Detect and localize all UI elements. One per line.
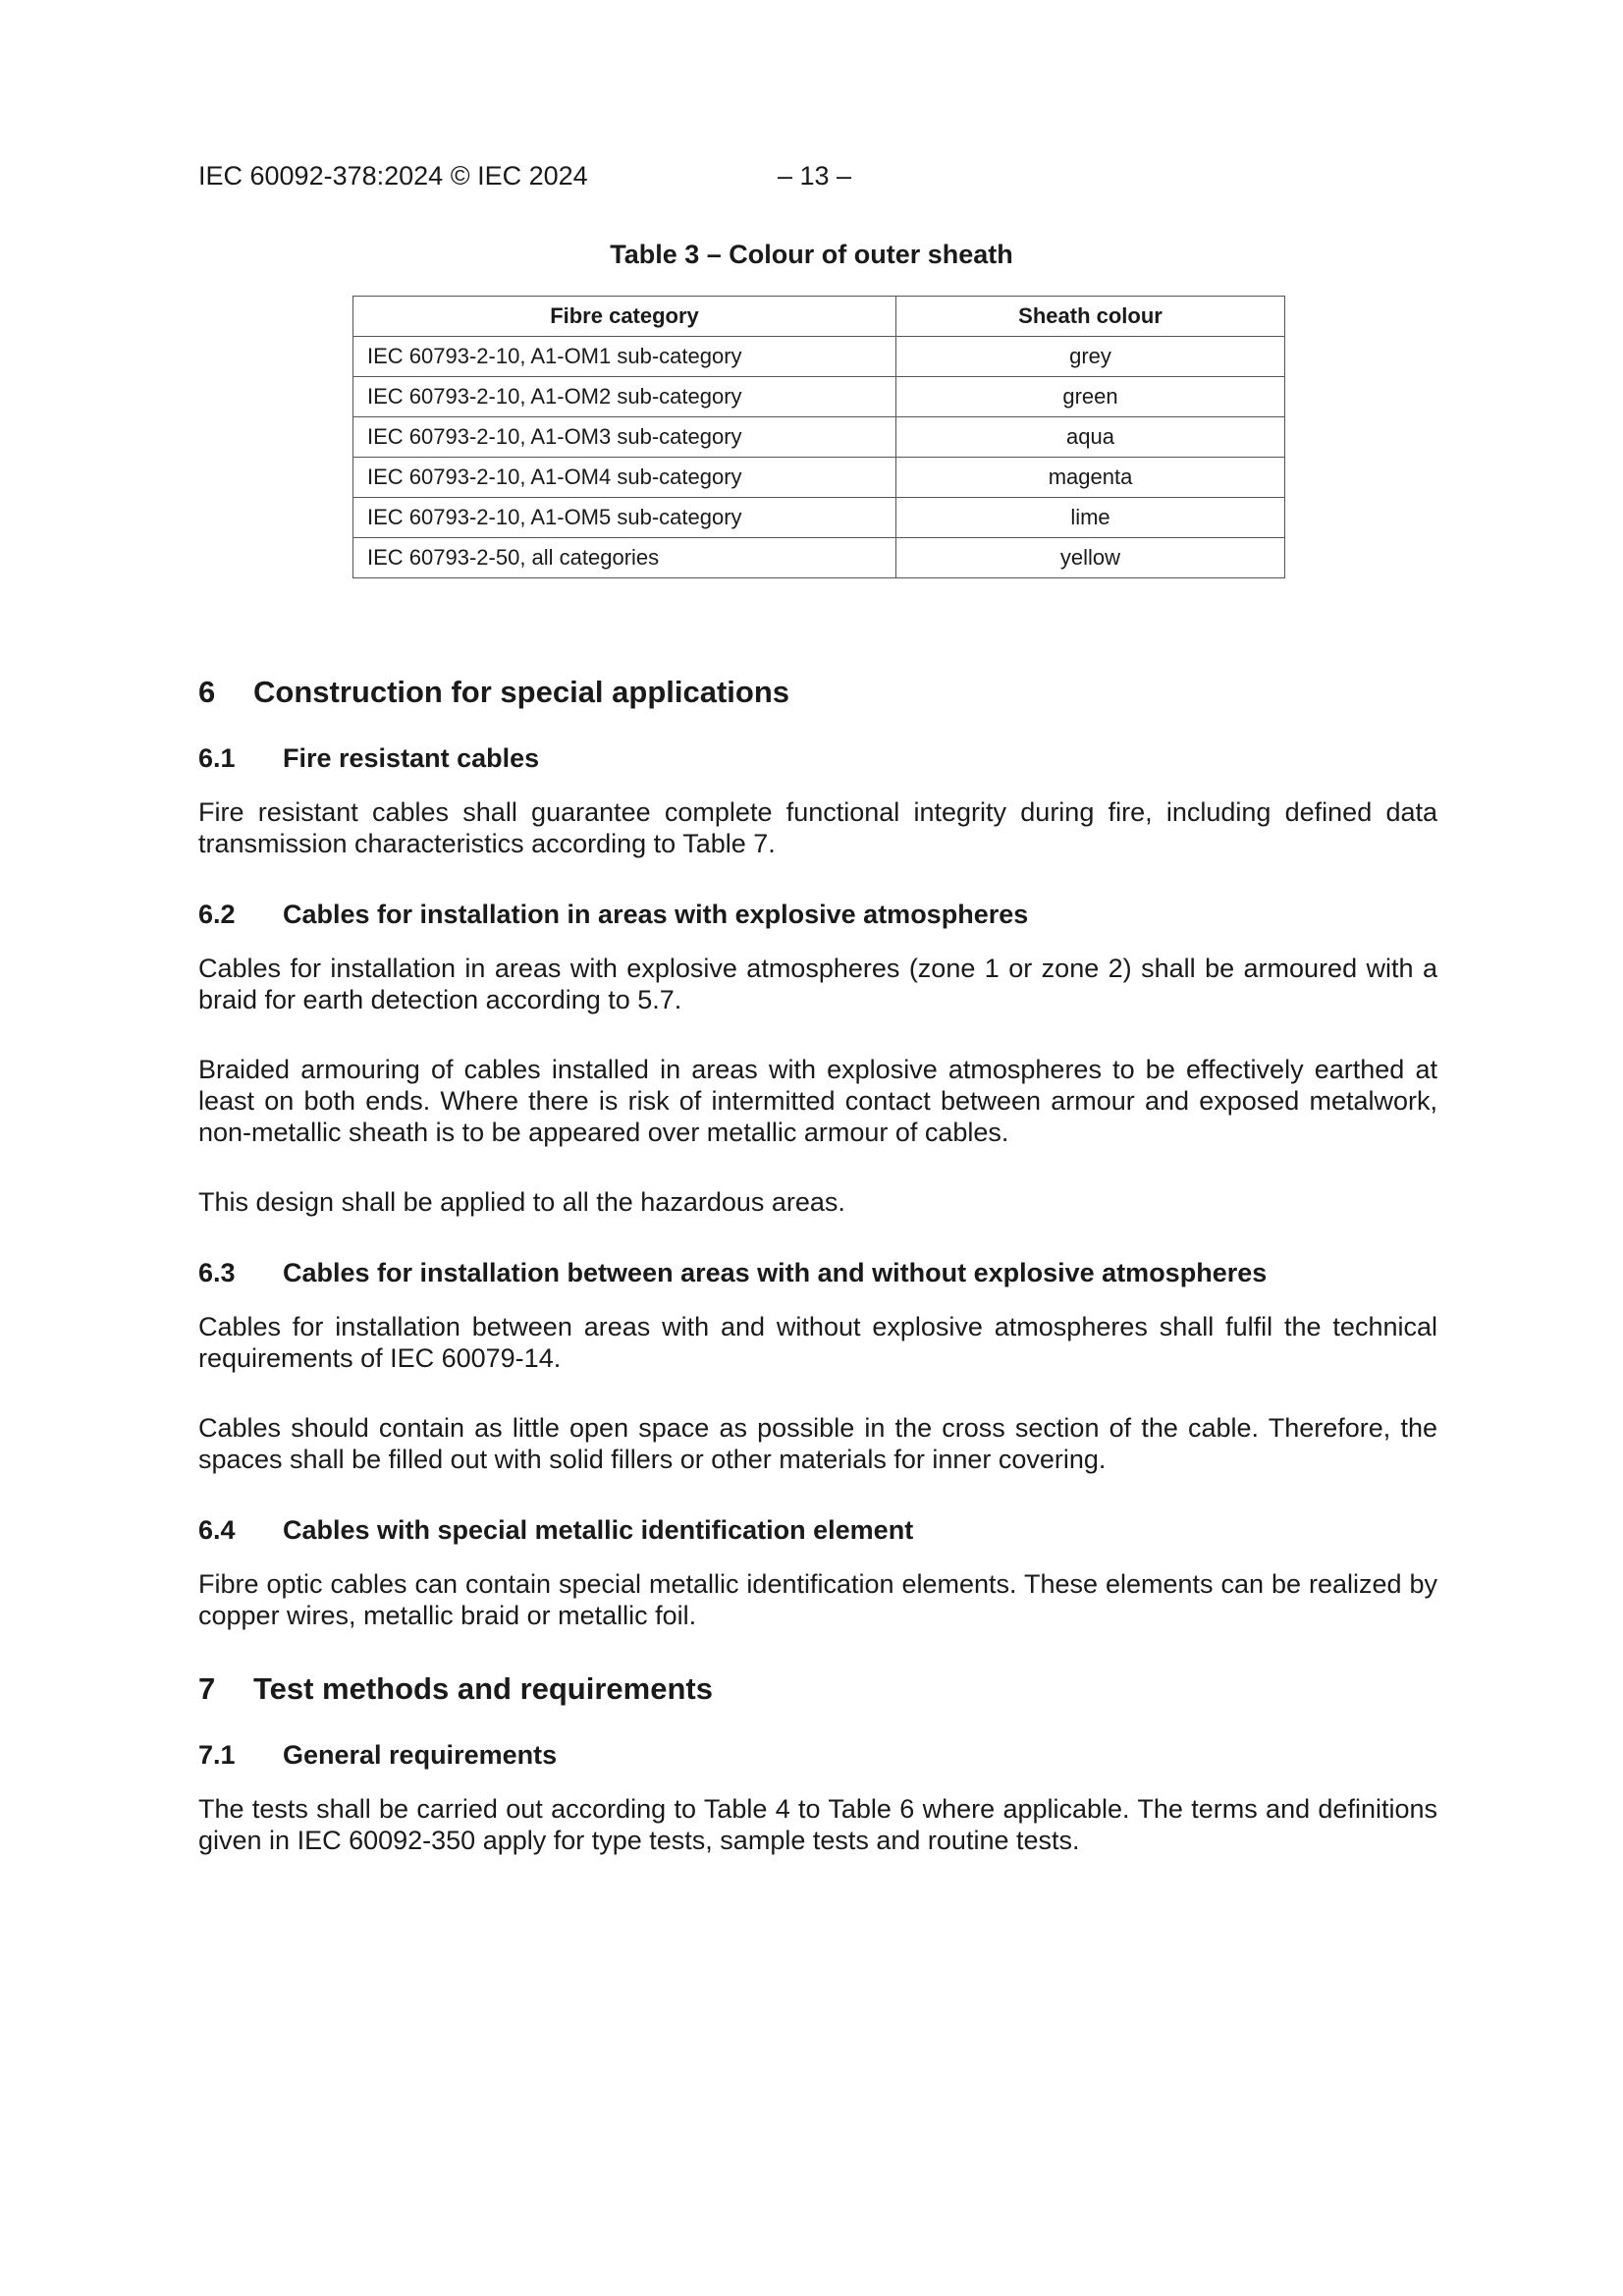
sheath-colour-cell: lime: [896, 498, 1285, 538]
subsection-number: 6.1: [198, 743, 236, 773]
subsection-heading-6-2: [198, 898, 1437, 931]
subsection-title: General requirements: [283, 1740, 558, 1770]
subsection-title: Cables for installation in areas with explosive atmospheres: [283, 900, 1029, 929]
table-caption: Table 3 – Colour of outer sheath: [610, 240, 1013, 269]
sheath-colour-cell: yellow: [896, 538, 1285, 578]
section-number: 6: [198, 675, 216, 709]
table-row: [353, 377, 1285, 417]
table-row: [353, 337, 1285, 377]
sheath-colour-cell: green: [896, 377, 1285, 417]
fibre-category-cell: IEC 60793-2-50, all categories: [353, 538, 896, 578]
subsection-title: Cables for installation between areas with and without explosive atmospheres: [283, 1258, 1268, 1287]
fibre-category-cell: IEC 60793-2-10, A1-OM2 sub-category: [353, 377, 896, 417]
column-header-sheath-colour: Sheath colour: [896, 297, 1285, 337]
column-header-fibre-category: Fibre category: [353, 297, 896, 337]
subsection-title: Cables with special metallic identification element: [283, 1515, 914, 1545]
page-number: – 13 –: [778, 161, 852, 191]
paragraph: Cables for installation in areas with explosive atmospheres (zone 1 or zone 2) shall be armoured with a braid for earth detection according to 5.7.: [198, 954, 1437, 1014]
paragraph: Fire resistant cables shall guarantee complete functional integrity during fire, including defined data transmission characteristics according to Table 7.: [198, 797, 1437, 858]
subsection-heading-6-3: [198, 1256, 1437, 1289]
subsection-number: 6.3: [198, 1258, 236, 1287]
subsection-number: 6.4: [198, 1515, 236, 1545]
fibre-category-cell: IEC 60793-2-10, A1-OM4 sub-category: [353, 458, 896, 498]
subsection-number: 6.2: [198, 900, 236, 929]
fibre-category-cell: IEC 60793-2-10, A1-OM5 sub-category: [353, 498, 896, 538]
sheath-colour-table: [352, 296, 1285, 578]
subsection-heading-6-4: [198, 1513, 1437, 1547]
section-heading-7: [198, 1669, 1437, 1709]
table-header-row: [353, 297, 1285, 337]
paragraph: Fibre optic cables can contain special metallic identification elements. These elements can be realized by copper wires, metallic braid or metallic foil.: [198, 1569, 1437, 1630]
fibre-category-cell: IEC 60793-2-10, A1-OM1 sub-category: [353, 337, 896, 377]
table-row: [353, 417, 1285, 458]
section-heading-6: [198, 673, 1437, 712]
page-header: [198, 159, 852, 192]
section-title: Test methods and requirements: [253, 1671, 713, 1706]
paragraph: This design shall be applied to all the hazardous areas.: [198, 1187, 845, 1217]
paragraph: Braided armouring of cables installed in areas with explosive atmospheres to be effectively earthed at least on both ends. Where there is risk of intermitted contact between armour and exposed metalwork, non-metallic sheath is to be appeared over metallic armour of cables.: [198, 1055, 1437, 1147]
table-row: [353, 498, 1285, 538]
paragraph: Cables should contain as little open space as possible in the cross section of the cable. Therefore, the spaces shall be filled out with solid fillers or other materials for inner covering.: [198, 1413, 1437, 1474]
section-number: 7: [198, 1671, 216, 1706]
document-id: IEC 60092-378:2024 © IEC 2024: [198, 161, 588, 191]
sheath-colour-cell: magenta: [896, 458, 1285, 498]
subsection-heading-6-1: [198, 741, 1437, 775]
sheath-colour-cell: aqua: [896, 417, 1285, 458]
subsection-heading-7-1: [198, 1738, 1437, 1772]
fibre-category-cell: IEC 60793-2-10, A1-OM3 sub-category: [353, 417, 896, 458]
body-content: [198, 673, 1437, 1894]
table-row: [353, 538, 1285, 578]
subsection-title: Fire resistant cables: [283, 743, 540, 773]
paragraph: Cables for installation between areas with and without explosive atmospheres shall fulfil the technical requirements of IEC 60079-14.: [198, 1312, 1437, 1373]
table-row: [353, 458, 1285, 498]
paragraph: The tests shall be carried out according to Table 4 to Table 6 where applicable. The terms and definitions given in IEC 60092-350 apply for type tests, sample tests and routine tests.: [198, 1794, 1437, 1855]
subsection-number: 7.1: [198, 1740, 236, 1770]
sheath-colour-cell: grey: [896, 337, 1285, 377]
section-title: Construction for special applications: [253, 675, 790, 709]
